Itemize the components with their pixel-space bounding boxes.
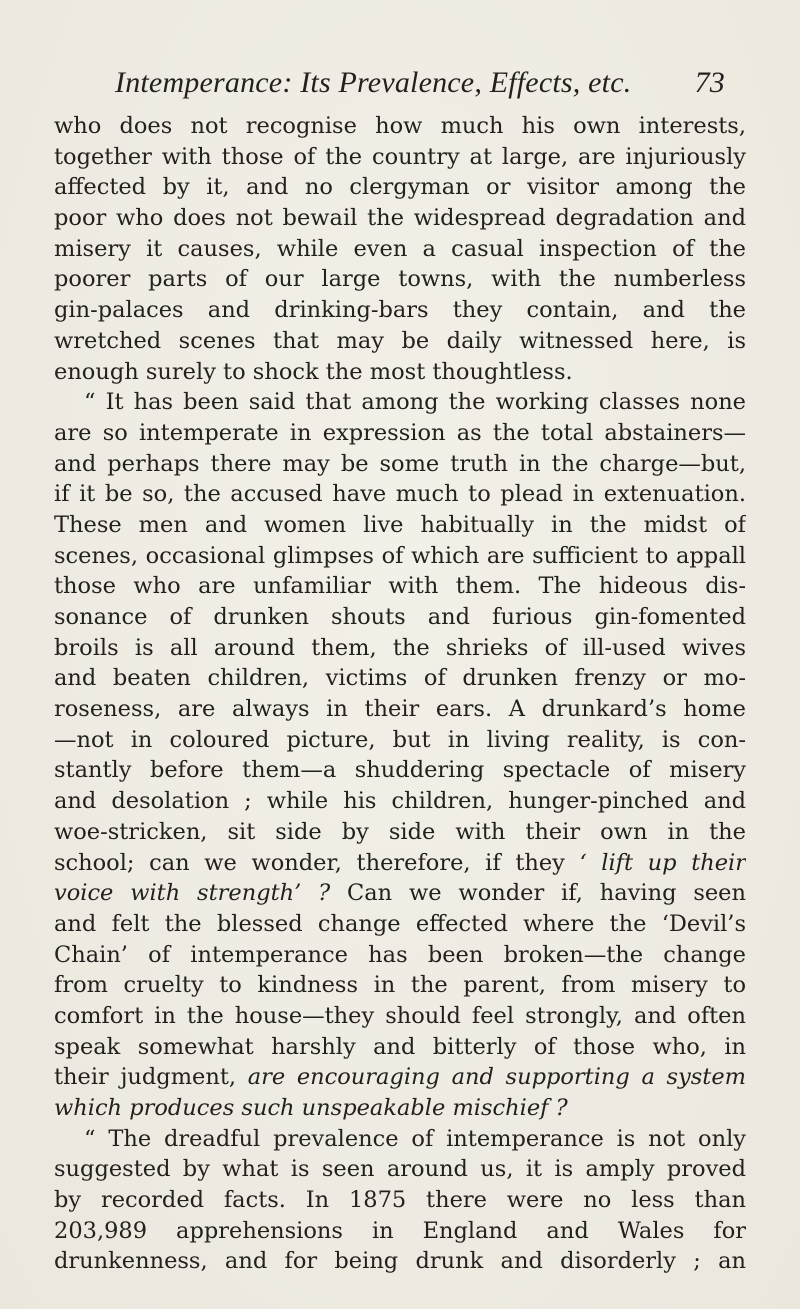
text-line-roman: and beaten children, victims of drunken frenzy or mo- xyxy=(54,665,746,692)
text-line-roman: roseness, are always in their ears. A drunkard’s home xyxy=(54,696,746,723)
text-line xyxy=(54,909,746,940)
text-line xyxy=(54,387,746,418)
text-line xyxy=(54,264,746,295)
text-line-italic: ‘ lift up their xyxy=(579,849,746,876)
text-line-roman: Can we wonder if, having seen xyxy=(330,880,746,907)
text-line xyxy=(54,203,746,234)
text-line-italic: voice with strength’ ? xyxy=(54,880,331,907)
text-line xyxy=(54,295,746,326)
text-line-roman: —not in coloured picture, but in living reality, is con- xyxy=(54,726,746,753)
text-line xyxy=(54,142,746,173)
text-line-roman: speak somewhat harshly and bitterly of those who, in xyxy=(54,1033,746,1060)
text-line xyxy=(54,725,746,756)
chapter-title: Intemperance: Its Prevalence, Effects, etc. xyxy=(115,66,632,99)
text-line xyxy=(54,1001,746,1032)
text-line-roman: and desolation ; while his children, hunger-pinched and xyxy=(54,788,746,815)
text-line xyxy=(54,111,746,142)
text-line-roman: drunkenness, and for being drunk and disorderly ; an xyxy=(54,1248,746,1275)
text-line-roman: sonance of drunken shouts and furious gin-fomented xyxy=(54,604,746,630)
text-line xyxy=(54,970,746,1001)
text-line xyxy=(54,1154,746,1185)
text-line-roman: their judgment, xyxy=(54,1064,248,1091)
text-line-roman: affected by it, and no clergyman or visitor among the xyxy=(54,174,746,201)
text-line xyxy=(54,1032,746,1063)
text-line xyxy=(54,172,746,203)
text-line-roman: are so intemperate in expression as the total abstainers— xyxy=(54,419,746,446)
text-line xyxy=(54,1062,746,1093)
text-line-roman: These men and women live habitually in the midst of xyxy=(54,511,746,538)
text-line xyxy=(54,571,746,602)
text-line-roman: and perhaps there may be some truth in the charge—but, xyxy=(54,450,746,477)
text-line xyxy=(54,510,746,541)
text-line-roman: if it be so, the accused have much to plead in extenuation. xyxy=(54,481,746,508)
text-line xyxy=(54,1185,746,1216)
text-line xyxy=(54,633,746,664)
text-line-italic: which produces such unspeakable mischief ? xyxy=(54,1095,568,1121)
text-line-roman: “ The dreadful prevalence of intemperance is not only xyxy=(84,1125,746,1152)
text-line xyxy=(54,234,746,265)
text-line-roman: by recorded facts. In 1875 there were no less than xyxy=(54,1187,746,1214)
text-line-roman: together with those of the country at large, are injuriously xyxy=(54,143,746,170)
page-number: 73 xyxy=(694,66,725,99)
text-line xyxy=(54,940,746,971)
text-line-roman: school; can we wonder, therefore, if they xyxy=(54,849,580,876)
text-line-italic: are encouraging and supporting a system xyxy=(247,1064,746,1091)
text-line-roman: comfort in the house—they should feel strongly, and often xyxy=(54,1002,746,1029)
text-line-roman: poorer parts of our large towns, with the numberless xyxy=(54,266,746,293)
text-line-roman: who does not recognise how much his own interests, xyxy=(54,113,746,139)
running-head xyxy=(115,66,725,106)
text-line-roman: and felt the blessed change effected where the ‘Devil’s xyxy=(54,910,746,937)
text-line xyxy=(54,1216,746,1247)
text-line xyxy=(54,694,746,725)
text-line xyxy=(54,848,746,879)
text-line-roman: stantly before them—a shuddering spectacle of misery xyxy=(54,757,746,784)
text-line xyxy=(54,663,746,694)
text-line-roman: Chain’ of intemperance has been broken—the change xyxy=(54,941,746,968)
text-line xyxy=(54,449,746,480)
text-line xyxy=(54,1093,746,1124)
text-line xyxy=(54,878,746,909)
text-line-roman: from cruelty to kindness in the parent, from misery to xyxy=(54,972,746,999)
text-line xyxy=(54,1124,746,1155)
text-line xyxy=(54,817,746,848)
text-line-roman: broils is all around them, the shrieks of ill-used wives xyxy=(54,634,746,661)
text-line xyxy=(54,541,746,572)
text-line-roman: woe-stricken, sit side by side with their own in the xyxy=(54,818,746,845)
text-line-roman: misery it causes, while even a casual inspection of the xyxy=(54,235,746,262)
text-line xyxy=(54,479,746,510)
body-text xyxy=(54,111,746,1277)
text-line-roman: wretched scenes that may be daily witnessed here, is xyxy=(54,327,746,354)
text-line-roman: “ It has been said that among the working classes none xyxy=(84,389,746,416)
text-line-roman: 203,989 apprehensions in England and Wales for xyxy=(54,1217,746,1244)
text-line xyxy=(54,755,746,786)
text-line-roman: suggested by what is seen around us, it is amply proved xyxy=(54,1156,746,1183)
text-line-roman: gin-palaces and drinking-bars they contain, and the xyxy=(54,297,746,324)
text-line xyxy=(54,602,746,633)
text-line-roman: enough surely to shock the most thoughtless. xyxy=(54,358,573,385)
text-line xyxy=(54,418,746,449)
text-line xyxy=(54,357,746,388)
text-line xyxy=(54,786,746,817)
text-line-roman: scenes, occasional glimpses of which are sufficient to appall xyxy=(54,542,746,569)
text-line xyxy=(54,326,746,357)
text-line-roman: poor who does not bewail the widespread degradation and xyxy=(54,205,746,232)
text-line xyxy=(54,1246,746,1277)
text-line-roman: those who are unfamiliar with them. The hideous dis- xyxy=(54,573,746,600)
